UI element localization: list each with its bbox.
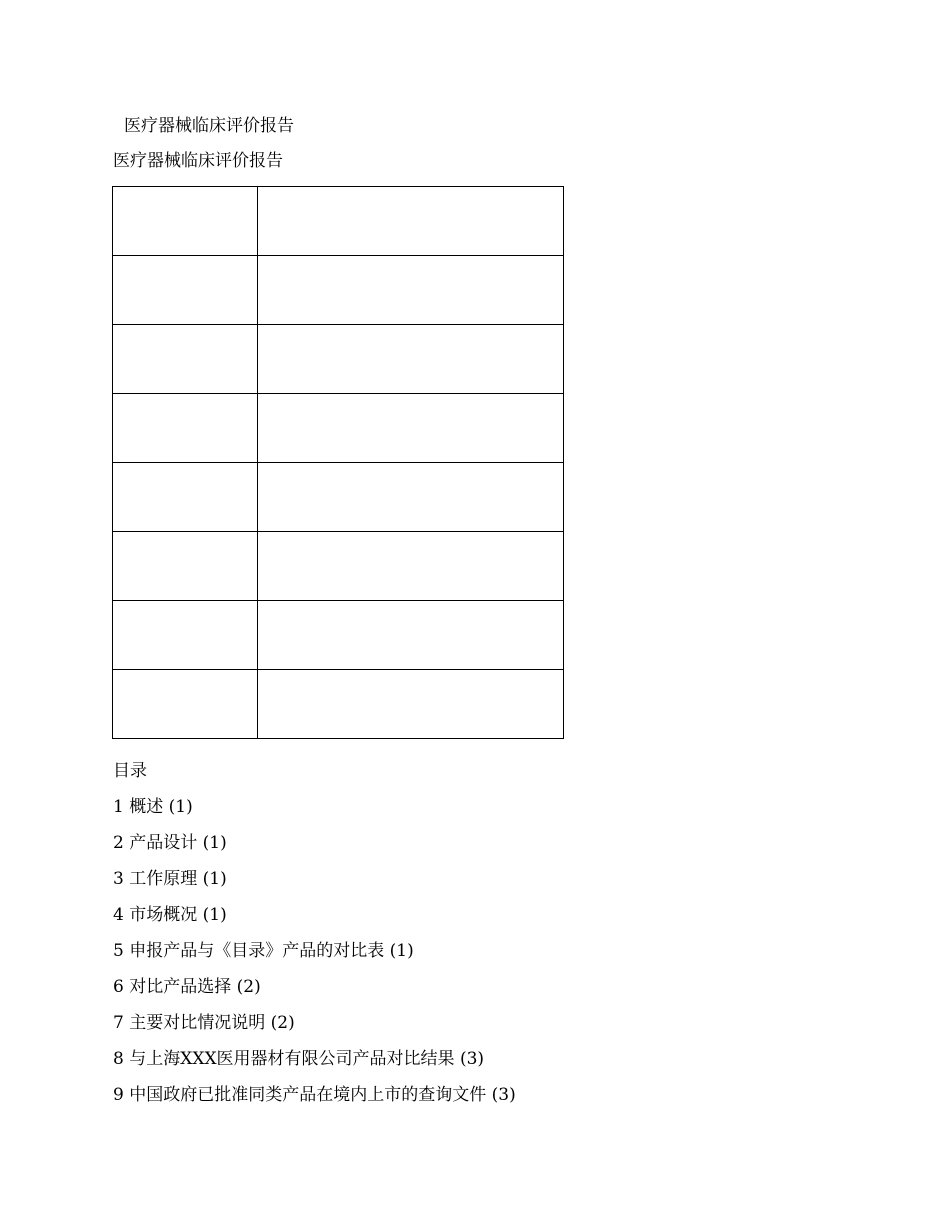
- table-row: [113, 463, 564, 532]
- table-cell-value: [258, 601, 564, 670]
- toc-item-number: 1: [113, 797, 124, 817]
- toc-item[interactable]: [113, 831, 516, 867]
- table-row: [113, 670, 564, 739]
- table-cell-label: [113, 394, 258, 463]
- toc-item-number: 9: [113, 1085, 124, 1105]
- toc-item[interactable]: [113, 975, 516, 1011]
- toc-item-title: 概述: [129, 797, 164, 817]
- toc-item-title: 申报产品与《目录》产品的对比表: [129, 941, 385, 961]
- toc-item-title: 对比产品选择: [129, 977, 232, 997]
- table-row: [113, 394, 564, 463]
- toc-item[interactable]: [113, 939, 516, 975]
- table-cell-label: [113, 532, 258, 601]
- table-cell-label: [113, 256, 258, 325]
- table-row: [113, 325, 564, 394]
- table-cell-value: [258, 187, 564, 256]
- toc-item-title: 中国政府已批准同类产品在境内上市的查询文件: [129, 1085, 487, 1105]
- toc-item[interactable]: [113, 1011, 516, 1047]
- table-cell-label: [113, 187, 258, 256]
- toc-item[interactable]: [113, 1047, 516, 1083]
- table-cell-value: [258, 256, 564, 325]
- toc-item-page: (3): [459, 1049, 485, 1069]
- page-header-title: 医疗器械临床评价报告: [124, 116, 294, 136]
- document-title: 医疗器械临床评价报告: [113, 151, 283, 171]
- info-table: [112, 186, 564, 739]
- toc-item-page: (1): [389, 941, 414, 961]
- toc-item-title: 市场概况: [129, 905, 198, 925]
- toc-item-number: 8: [113, 1049, 124, 1069]
- table-cell-value: [258, 532, 564, 601]
- toc-item-page: (2): [270, 1013, 295, 1033]
- toc-item-page: (3): [491, 1085, 516, 1105]
- toc-item-number: 7: [113, 1013, 124, 1033]
- table-row: [113, 256, 564, 325]
- table-cell-label: [113, 670, 258, 739]
- toc-item-title: 主要对比情况说明: [129, 1013, 266, 1033]
- toc-item-page: (1): [202, 833, 227, 853]
- toc-item-page: (1): [202, 869, 227, 889]
- table-cell-value: [258, 670, 564, 739]
- table-cell-label: [113, 325, 258, 394]
- toc-item-title: 产品设计: [129, 833, 198, 853]
- toc-item-page: (1): [168, 797, 193, 817]
- table-cell-label: [113, 601, 258, 670]
- toc-item[interactable]: [113, 795, 516, 831]
- toc-item-title: 工作原理: [129, 869, 198, 889]
- toc-item-number: 5: [113, 941, 124, 961]
- table-cell-value: [258, 394, 564, 463]
- toc-list: [113, 795, 516, 1119]
- table-row: [113, 187, 564, 256]
- toc-item-number: 4: [113, 905, 124, 925]
- toc-heading: 目录: [113, 761, 147, 781]
- table-cell-label: [113, 463, 258, 532]
- toc-item-number: 2: [113, 833, 124, 853]
- toc-item-number: 3: [113, 869, 124, 889]
- toc-item-page: (1): [202, 905, 227, 925]
- table-row: [113, 532, 564, 601]
- toc-item-number: 6: [113, 977, 124, 997]
- table-cell-value: [258, 325, 564, 394]
- toc-item[interactable]: [113, 1083, 516, 1119]
- toc-item[interactable]: [113, 903, 516, 939]
- toc-item-title: 与上海XXX医用器材有限公司产品对比结果: [129, 1049, 455, 1069]
- toc-item[interactable]: [113, 867, 516, 903]
- toc-item-page: (2): [236, 977, 261, 997]
- table-cell-value: [258, 463, 564, 532]
- table-row: [113, 601, 564, 670]
